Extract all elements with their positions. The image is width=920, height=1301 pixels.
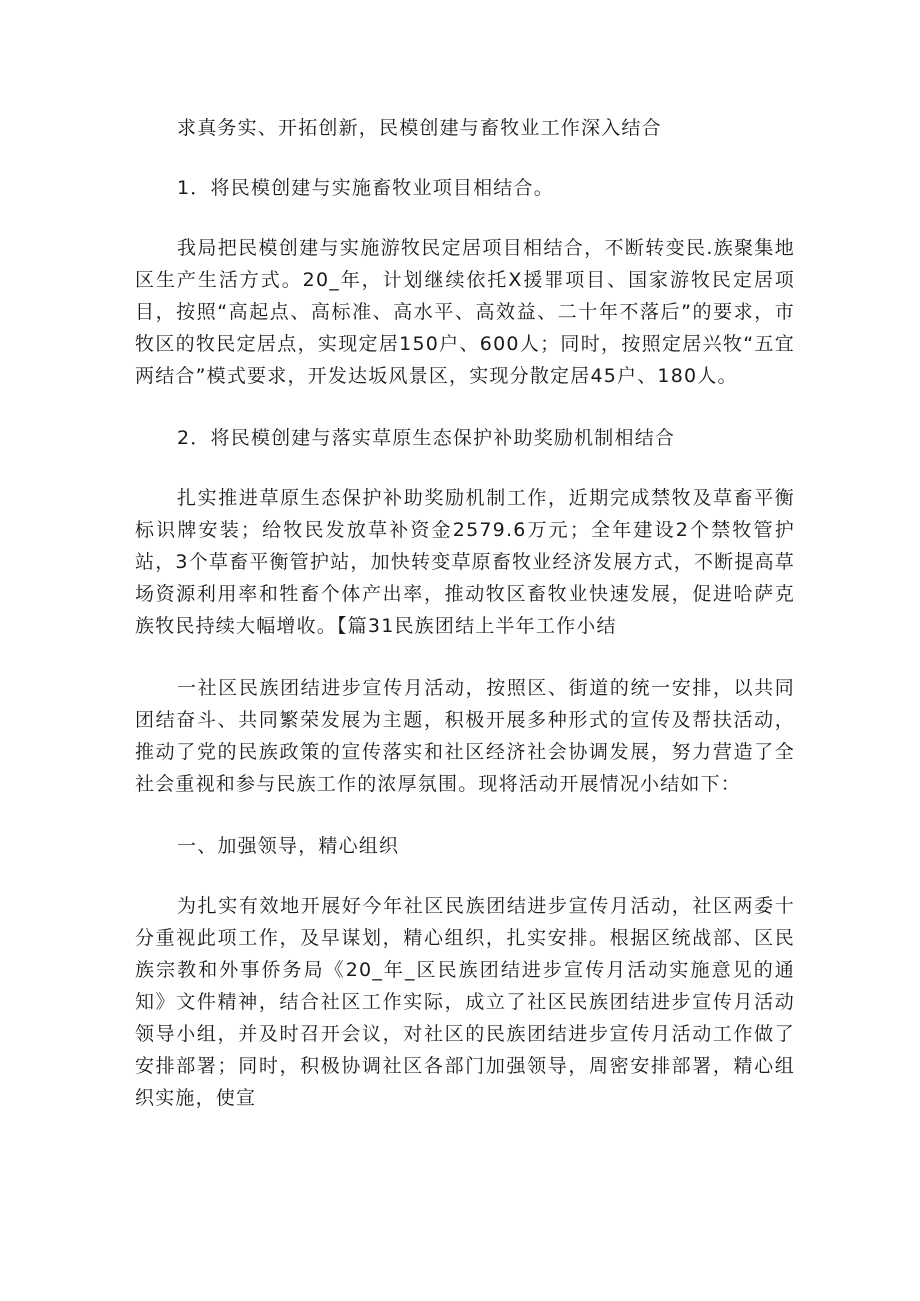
paragraph-community-publicity-month: 一社区民族团结进步宣传月活动，按照区、街道的统一安排，以共同团结奋斗、共同繁荣发展为主题，积极开展多种形式的宣传及帮扶活动，推动了党的民族政策的宣传落实和社区经济社会协调发展，努力营造了全社会重视和参与民族工作的浓厚氛围。现将活动开展情况小结如下： — [135, 677, 795, 795]
document-body — [135, 112, 795, 1144]
subheading-strengthen-leadership: 一、加强领导，精心组织 — [177, 835, 400, 857]
section-heading-practical-innovation: 求真务实、开拓创新，民模创建与畜牧业工作深入结合 — [177, 117, 662, 139]
paragraph-nomad-settlement: 我局把民模创建与实施游牧民定居项目相结合，不断转变民.族聚集地区生产生活方式。20_年，计划继续依托X援罪项目、国家游牧民定居项目，按照“高起点、高标准、高水平、高效益、二十年不落后”的要求，市牧区的牧民定居点，实现定居150户、600人；同时，按照定居兴牧“五宜两结合”模式要求，开发达坂风景区，实现分散定居45户、180人。 — [135, 237, 795, 387]
paragraph-grassland-ecology: 扎实推进草原生态保护补助奖励机制工作，近期完成禁牧及草畜平衡标识牌安装；给牧民发放草补资金2579.6万元；全年建设2个禁牧管护站，3个草畜平衡管护站，加快转变草原畜牧业经济发展方式，不断提高草场资源利用率和牲畜个体产出率，推动牧区畜牧业快速发展，促进哈萨克族牧民持续大幅增收。【篇31民族团结上半年工作小结 — [135, 487, 795, 637]
subheading-2-grassland-subsidy: 2．将民模创建与落实草原生态保护补助奖励机制相结合 — [177, 427, 676, 449]
subheading-1-livestock-projects: 1．将民模创建与实施畜牧业项目相结合。 — [177, 177, 554, 199]
paragraph-leadership-arrangements: 为扎实有效地开展好今年社区民族团结进步宣传月活动，社区两委十分重视此项工作，及早谋划，精心组织，扎实安排。根据区统战部、区民族宗教和外事侨务局《20_年_区民族团结进步宣传月活动实施意见的通知》文件精神，结合社区工作实际，成立了社区民族团结进步宣传月活动领导小组，并及时召开会议，对社区的民族团结进步宣传月活动工作做了安排部署；同时，积极协调社区各部门加强领导，周密安排部署，精心组织实施，使宣 — [135, 895, 795, 1109]
